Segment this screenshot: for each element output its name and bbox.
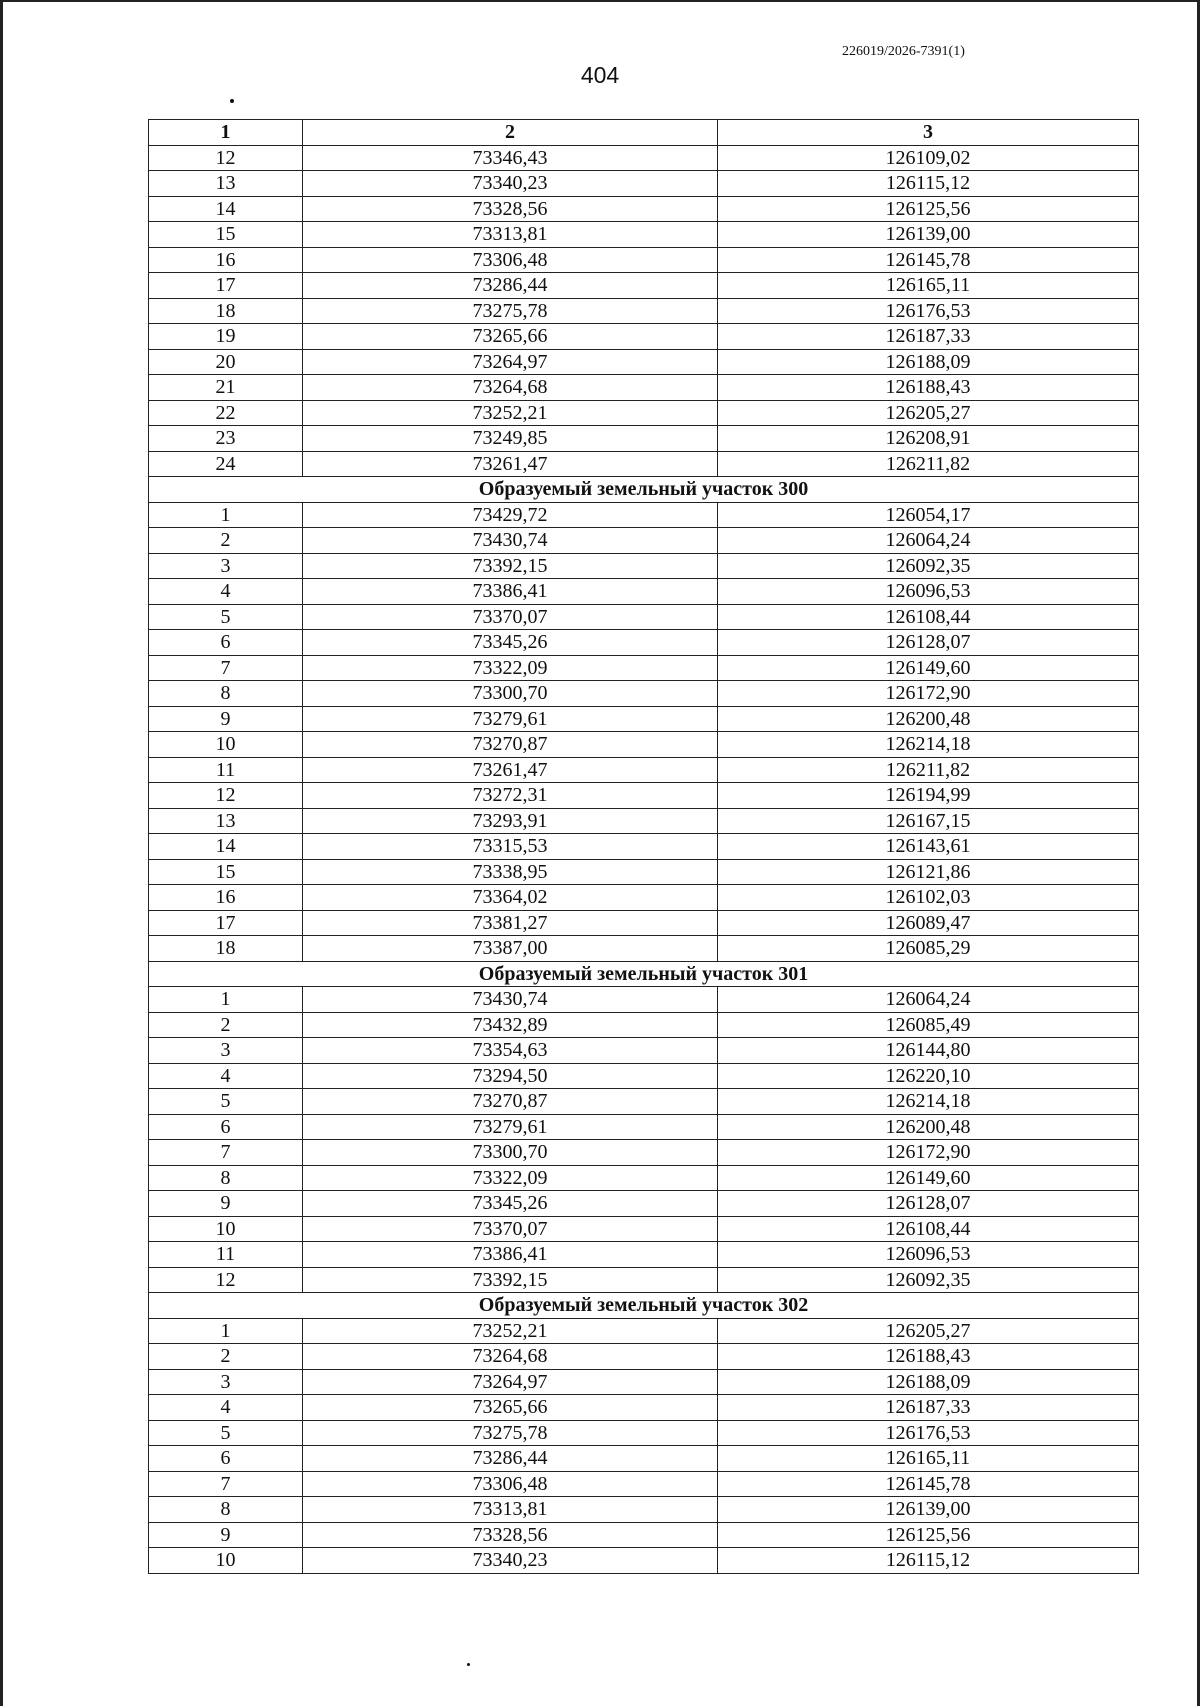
table-row [149, 910, 1139, 936]
x-coordinate-cell: 73328,56 [303, 196, 718, 222]
x-coordinate-cell: 73430,74 [303, 987, 718, 1013]
table-row [149, 171, 1139, 197]
x-coordinate-cell: 73300,70 [303, 681, 718, 707]
y-coordinate-cell: 126165,11 [718, 1446, 1139, 1472]
table-row [149, 1318, 1139, 1344]
y-coordinate-cell: 126187,33 [718, 1395, 1139, 1421]
y-coordinate-cell: 126172,90 [718, 1140, 1139, 1166]
point-number-cell: 21 [149, 375, 303, 401]
table-row [149, 1446, 1139, 1472]
x-coordinate-cell: 73252,21 [303, 400, 718, 426]
point-number-cell: 2 [149, 1344, 303, 1370]
table-row [149, 706, 1139, 732]
y-coordinate-cell: 126205,27 [718, 400, 1139, 426]
y-coordinate-cell: 126176,53 [718, 298, 1139, 324]
x-coordinate-cell: 73345,26 [303, 1191, 718, 1217]
point-number-cell: 1 [149, 502, 303, 528]
point-number-cell: 15 [149, 222, 303, 248]
table-row [149, 196, 1139, 222]
y-coordinate-cell: 126102,03 [718, 885, 1139, 911]
point-number-cell: 6 [149, 1114, 303, 1140]
point-number-cell: 5 [149, 1089, 303, 1115]
scan-speck [467, 1663, 470, 1666]
point-number-cell: 18 [149, 936, 303, 962]
x-coordinate-cell: 73328,56 [303, 1522, 718, 1548]
y-coordinate-cell: 126188,43 [718, 1344, 1139, 1370]
point-number-cell: 5 [149, 1420, 303, 1446]
x-coordinate-cell: 73279,61 [303, 1114, 718, 1140]
table-row [149, 732, 1139, 758]
table-row [149, 681, 1139, 707]
y-coordinate-cell: 126085,49 [718, 1012, 1139, 1038]
point-number-cell: 8 [149, 1497, 303, 1523]
point-number-cell: 12 [149, 783, 303, 809]
point-number-cell: 8 [149, 681, 303, 707]
y-coordinate-cell: 126205,27 [718, 1318, 1139, 1344]
y-coordinate-cell: 126109,02 [718, 145, 1139, 171]
table-row [149, 375, 1139, 401]
section-title-row [149, 961, 1139, 987]
x-coordinate-cell: 73370,07 [303, 604, 718, 630]
point-number-cell: 7 [149, 655, 303, 681]
point-number-cell: 1 [149, 1318, 303, 1344]
point-number-cell: 23 [149, 426, 303, 452]
table-row [149, 579, 1139, 605]
point-number-cell: 19 [149, 324, 303, 350]
y-coordinate-cell: 126115,12 [718, 171, 1139, 197]
point-number-cell: 2 [149, 1012, 303, 1038]
y-coordinate-cell: 126115,12 [718, 1548, 1139, 1574]
y-coordinate-cell: 126064,24 [718, 528, 1139, 554]
table-row [149, 1216, 1139, 1242]
table-row [149, 834, 1139, 860]
x-coordinate-cell: 73264,97 [303, 349, 718, 375]
x-coordinate-cell: 73340,23 [303, 171, 718, 197]
table-row [149, 1420, 1139, 1446]
scan-speck [230, 99, 234, 103]
point-number-cell: 14 [149, 834, 303, 860]
y-coordinate-cell: 126220,10 [718, 1063, 1139, 1089]
x-coordinate-cell: 73386,41 [303, 1242, 718, 1268]
point-number-cell: 11 [149, 757, 303, 783]
table-body [149, 145, 1139, 1573]
x-coordinate-cell: 73279,61 [303, 706, 718, 732]
table-row [149, 859, 1139, 885]
point-number-cell: 1 [149, 987, 303, 1013]
y-coordinate-cell: 126108,44 [718, 604, 1139, 630]
x-coordinate-cell: 73270,87 [303, 732, 718, 758]
y-coordinate-cell: 126194,99 [718, 783, 1139, 809]
x-coordinate-cell: 73392,15 [303, 1267, 718, 1293]
column-header: 3 [718, 120, 1139, 146]
y-coordinate-cell: 126176,53 [718, 1420, 1139, 1446]
y-coordinate-cell: 126064,24 [718, 987, 1139, 1013]
point-number-cell: 4 [149, 1395, 303, 1421]
table-row [149, 1012, 1139, 1038]
x-coordinate-cell: 73261,47 [303, 757, 718, 783]
y-coordinate-cell: 126211,82 [718, 757, 1139, 783]
table-row [149, 324, 1139, 350]
x-coordinate-cell: 73272,31 [303, 783, 718, 809]
point-number-cell: 10 [149, 1548, 303, 1574]
point-number-cell: 10 [149, 732, 303, 758]
x-coordinate-cell: 73322,09 [303, 1165, 718, 1191]
x-coordinate-cell: 73354,63 [303, 1038, 718, 1064]
section-title-row [149, 1293, 1139, 1319]
y-coordinate-cell: 126108,44 [718, 1216, 1139, 1242]
table-row [149, 1165, 1139, 1191]
table-row [149, 1548, 1139, 1574]
y-coordinate-cell: 126143,61 [718, 834, 1139, 860]
table-row [149, 1369, 1139, 1395]
table-row [149, 1242, 1139, 1268]
point-number-cell: 22 [149, 400, 303, 426]
x-coordinate-cell: 73345,26 [303, 630, 718, 656]
y-coordinate-cell: 126128,07 [718, 630, 1139, 656]
y-coordinate-cell: 126149,60 [718, 655, 1139, 681]
x-coordinate-cell: 73306,48 [303, 1471, 718, 1497]
x-coordinate-cell: 73286,44 [303, 273, 718, 299]
table-row [149, 400, 1139, 426]
x-coordinate-cell: 73340,23 [303, 1548, 718, 1574]
page-border-left [0, 0, 3, 1706]
table-header-row [149, 120, 1139, 146]
point-number-cell: 2 [149, 528, 303, 554]
point-number-cell: 18 [149, 298, 303, 324]
x-coordinate-cell: 73432,89 [303, 1012, 718, 1038]
y-coordinate-cell: 126139,00 [718, 222, 1139, 248]
page-number: 404 [580, 62, 620, 88]
y-coordinate-cell: 126188,43 [718, 375, 1139, 401]
table-row [149, 987, 1139, 1013]
x-coordinate-cell: 73265,66 [303, 1395, 718, 1421]
table-row [149, 757, 1139, 783]
y-coordinate-cell: 126145,78 [718, 1471, 1139, 1497]
y-coordinate-cell: 126188,09 [718, 1369, 1139, 1395]
point-number-cell: 17 [149, 910, 303, 936]
y-coordinate-cell: 126089,47 [718, 910, 1139, 936]
x-coordinate-cell: 73338,95 [303, 859, 718, 885]
x-coordinate-cell: 73364,02 [303, 885, 718, 911]
section-title: Образуемый земельный участок 301 [149, 961, 1139, 987]
table-row [149, 1395, 1139, 1421]
y-coordinate-cell: 126188,09 [718, 349, 1139, 375]
y-coordinate-cell: 126211,82 [718, 451, 1139, 477]
table-row [149, 451, 1139, 477]
table-row [149, 783, 1139, 809]
point-number-cell: 3 [149, 1038, 303, 1064]
table-row [149, 502, 1139, 528]
x-coordinate-cell: 73386,41 [303, 579, 718, 605]
column-header: 1 [149, 120, 303, 146]
y-coordinate-cell: 126167,15 [718, 808, 1139, 834]
point-number-cell: 5 [149, 604, 303, 630]
point-number-cell: 3 [149, 553, 303, 579]
y-coordinate-cell: 126165,11 [718, 273, 1139, 299]
y-coordinate-cell: 126187,33 [718, 324, 1139, 350]
table-row [149, 1063, 1139, 1089]
section-title-row [149, 477, 1139, 503]
point-number-cell: 13 [149, 808, 303, 834]
table-row [149, 1089, 1139, 1115]
point-number-cell: 6 [149, 1446, 303, 1472]
page-border-top [0, 0, 1200, 2]
point-number-cell: 17 [149, 273, 303, 299]
table-row [149, 1344, 1139, 1370]
x-coordinate-cell: 73265,66 [303, 324, 718, 350]
point-number-cell: 15 [149, 859, 303, 885]
column-header: 2 [303, 120, 718, 146]
x-coordinate-cell: 73306,48 [303, 247, 718, 273]
section-title: Образуемый земельный участок 300 [149, 477, 1139, 503]
x-coordinate-cell: 73264,97 [303, 1369, 718, 1395]
point-number-cell: 20 [149, 349, 303, 375]
y-coordinate-cell: 126139,00 [718, 1497, 1139, 1523]
point-number-cell: 14 [149, 196, 303, 222]
table-row [149, 222, 1139, 248]
table-row [149, 298, 1139, 324]
y-coordinate-cell: 126149,60 [718, 1165, 1139, 1191]
point-number-cell: 9 [149, 1191, 303, 1217]
y-coordinate-cell: 126200,48 [718, 706, 1139, 732]
document-code: 226019/2026-7391(1) [842, 44, 965, 59]
point-number-cell: 6 [149, 630, 303, 656]
table-row [149, 273, 1139, 299]
point-number-cell: 8 [149, 1165, 303, 1191]
point-number-cell: 16 [149, 885, 303, 911]
point-number-cell: 9 [149, 706, 303, 732]
y-coordinate-cell: 126145,78 [718, 247, 1139, 273]
table-row [149, 528, 1139, 554]
y-coordinate-cell: 126092,35 [718, 1267, 1139, 1293]
y-coordinate-cell: 126214,18 [718, 732, 1139, 758]
table-row [149, 1191, 1139, 1217]
table-row [149, 1267, 1139, 1293]
table-row [149, 1140, 1139, 1166]
x-coordinate-cell: 73300,70 [303, 1140, 718, 1166]
point-number-cell: 4 [149, 579, 303, 605]
x-coordinate-cell: 73275,78 [303, 1420, 718, 1446]
x-coordinate-cell: 73322,09 [303, 655, 718, 681]
table-row [149, 247, 1139, 273]
table-row [149, 349, 1139, 375]
x-coordinate-cell: 73381,27 [303, 910, 718, 936]
point-number-cell: 3 [149, 1369, 303, 1395]
point-number-cell: 13 [149, 171, 303, 197]
x-coordinate-cell: 73252,21 [303, 1318, 718, 1344]
table-row [149, 936, 1139, 962]
point-number-cell: 10 [149, 1216, 303, 1242]
x-coordinate-cell: 73294,50 [303, 1063, 718, 1089]
point-number-cell: 7 [149, 1471, 303, 1497]
y-coordinate-cell: 126054,17 [718, 502, 1139, 528]
x-coordinate-cell: 73270,87 [303, 1089, 718, 1115]
y-coordinate-cell: 126085,29 [718, 936, 1139, 962]
point-number-cell: 24 [149, 451, 303, 477]
x-coordinate-cell: 73346,43 [303, 145, 718, 171]
y-coordinate-cell: 126208,91 [718, 426, 1139, 452]
y-coordinate-cell: 126214,18 [718, 1089, 1139, 1115]
x-coordinate-cell: 73313,81 [303, 1497, 718, 1523]
table-row [149, 553, 1139, 579]
y-coordinate-cell: 126092,35 [718, 553, 1139, 579]
x-coordinate-cell: 73261,47 [303, 451, 718, 477]
x-coordinate-cell: 73370,07 [303, 1216, 718, 1242]
point-number-cell: 11 [149, 1242, 303, 1268]
point-number-cell: 12 [149, 1267, 303, 1293]
point-number-cell: 12 [149, 145, 303, 171]
x-coordinate-cell: 73387,00 [303, 936, 718, 962]
y-coordinate-cell: 126128,07 [718, 1191, 1139, 1217]
table-row [149, 1471, 1139, 1497]
y-coordinate-cell: 126200,48 [718, 1114, 1139, 1140]
y-coordinate-cell: 126125,56 [718, 196, 1139, 222]
table-row [149, 1497, 1139, 1523]
x-coordinate-cell: 73392,15 [303, 553, 718, 579]
table-row [149, 630, 1139, 656]
y-coordinate-cell: 126172,90 [718, 681, 1139, 707]
y-coordinate-cell: 126096,53 [718, 579, 1139, 605]
point-number-cell: 9 [149, 1522, 303, 1548]
y-coordinate-cell: 126144,80 [718, 1038, 1139, 1064]
x-coordinate-cell: 73315,53 [303, 834, 718, 860]
x-coordinate-cell: 73313,81 [303, 222, 718, 248]
x-coordinate-cell: 73264,68 [303, 375, 718, 401]
table-row [149, 1522, 1139, 1548]
table-row [149, 1114, 1139, 1140]
x-coordinate-cell: 73286,44 [303, 1446, 718, 1472]
x-coordinate-cell: 73293,91 [303, 808, 718, 834]
point-number-cell: 16 [149, 247, 303, 273]
point-number-cell: 4 [149, 1063, 303, 1089]
x-coordinate-cell: 73249,85 [303, 426, 718, 452]
x-coordinate-cell: 73275,78 [303, 298, 718, 324]
table-row [149, 808, 1139, 834]
section-title: Образуемый земельный участок 302 [149, 1293, 1139, 1319]
table-row [149, 655, 1139, 681]
y-coordinate-cell: 126125,56 [718, 1522, 1139, 1548]
x-coordinate-cell: 73264,68 [303, 1344, 718, 1370]
table-row [149, 604, 1139, 630]
x-coordinate-cell: 73430,74 [303, 528, 718, 554]
table-row [149, 426, 1139, 452]
table-row [149, 1038, 1139, 1064]
table-row [149, 885, 1139, 911]
coordinates-table [148, 119, 1139, 1574]
point-number-cell: 7 [149, 1140, 303, 1166]
x-coordinate-cell: 73429,72 [303, 502, 718, 528]
y-coordinate-cell: 126096,53 [718, 1242, 1139, 1268]
y-coordinate-cell: 126121,86 [718, 859, 1139, 885]
table-row [149, 145, 1139, 171]
